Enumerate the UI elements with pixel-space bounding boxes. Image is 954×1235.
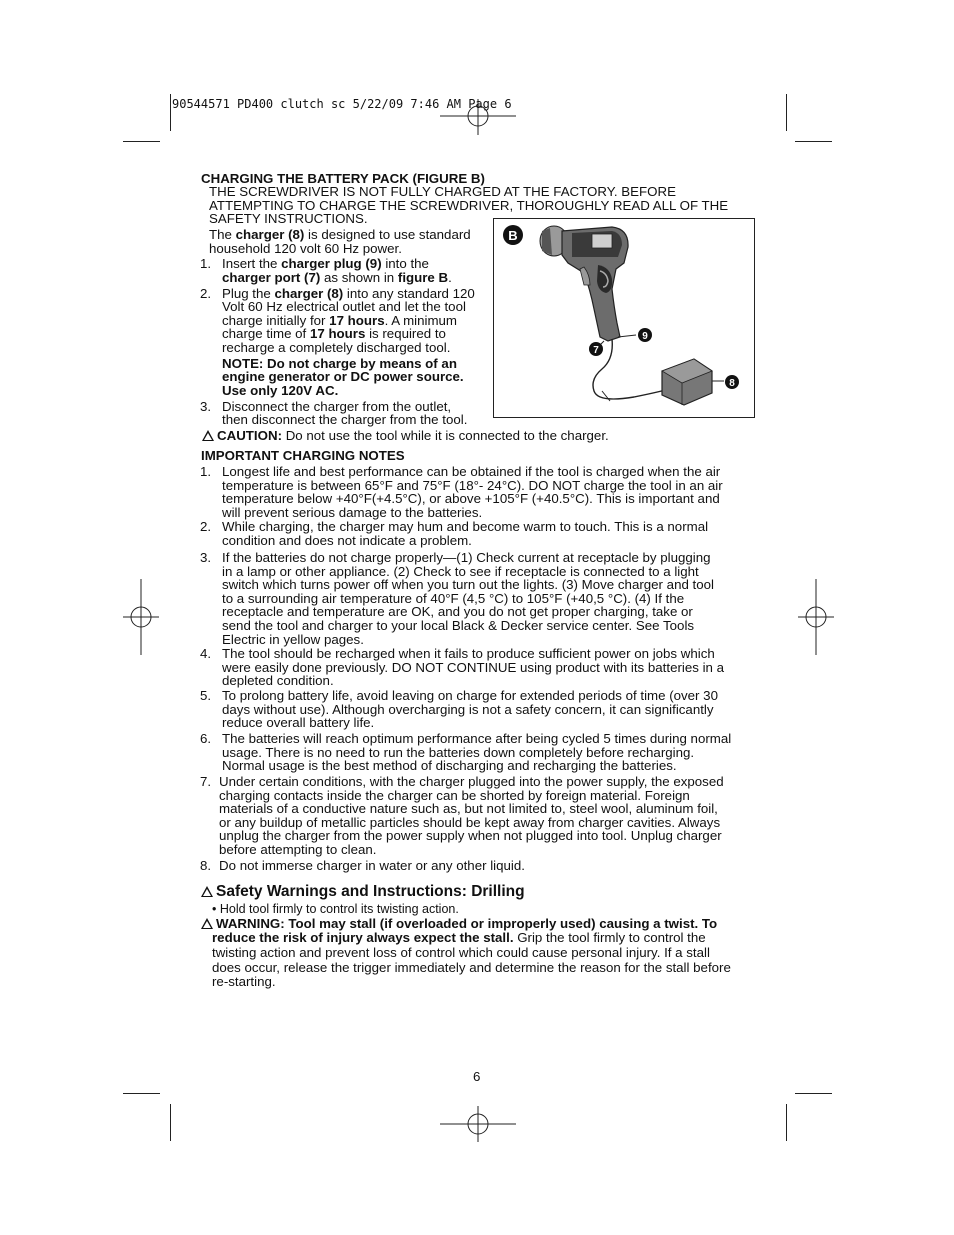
step2-line: charge initially for 17 hours. A minimum — [222, 313, 458, 328]
note-line: condition and does not indicate a problem. — [222, 532, 472, 548]
note-line: depleted condition. — [222, 673, 334, 689]
note-number: 4. — [200, 646, 212, 661]
registration-mark-left — [121, 577, 161, 657]
drilling-warning: WARNING: Tool may stall (if overloaded or improperly used) causing a twist. To — [201, 917, 717, 931]
print-slug: 90544571 PD400 clutch sc 5/22/09 7:46 AM Page 6 — [172, 97, 512, 111]
note-line: were easily done previously. DO NOT CONTINUE using product with its batteries in a — [222, 659, 725, 675]
note-line: Longest life and best performance can be obtained if the tool is charged when the air — [222, 464, 721, 479]
step2-line: Volt 60 Hz electrical outlet and let the tool — [222, 299, 466, 314]
charger-note: The charger (8) is designed to use standard — [209, 227, 471, 242]
step2-line: charge time of 17 hours is required to — [222, 326, 446, 341]
step-number: 2. — [200, 286, 212, 301]
note-number: 5. — [200, 688, 212, 703]
figure-b — [493, 218, 755, 418]
note-line: will prevent serious damage to the batteries. — [222, 504, 483, 520]
charging-intro-line: SAFETY INSTRUCTIONS. — [209, 211, 368, 226]
registration-mark-right — [796, 577, 836, 657]
charging-heading: CHARGING THE BATTERY PACK (FIGURE B) — [201, 171, 485, 186]
note-line: Do not immerse charger in water or any other liquid. — [219, 858, 525, 873]
caution-line: CAUTION: Do not use the tool while it is connected to the charger. — [202, 429, 609, 443]
screwdriver-charger-illustration — [494, 219, 754, 417]
warning-triangle-icon — [201, 886, 213, 897]
page-number: 6 — [473, 1069, 481, 1084]
note-line: temperature is between 65°F and 75°F (18°- 24°C). DO NOT charge the tool in an air — [222, 477, 723, 493]
drilling-warning-line: twisting action and prevent loss of control which could cause personal injury. If a stall — [212, 945, 710, 960]
callout-8: 8 — [729, 378, 735, 389]
note-line: temperature below +40°F(+4.5°C), or above +105°F (+40.5°C). This is important and — [222, 491, 720, 507]
note-number: 1. — [200, 464, 212, 479]
charger-note-line: household 120 volt 60 Hz power. — [209, 241, 402, 256]
note-number: 2. — [200, 519, 212, 534]
note-line: The batteries will reach optimum performance after being cycled 5 times during normal — [222, 731, 732, 746]
note-number: 7. — [200, 774, 212, 789]
registration-mark-bottom — [438, 1104, 518, 1144]
note-number: 8. — [200, 858, 212, 873]
note-line: send the tool and charger to your local Black & Decker service center. See Tools — [222, 618, 695, 633]
note-line: Under certain conditions, with the charger plugged into the power supply, the exposed — [219, 774, 724, 789]
note-line: or any buildup of metallic particles should be kept away from charger cavities. Always — [219, 814, 721, 830]
note-line: to a surrounding air temperature of 40°F (4,5 °C) to 105°F (+40,5 °C). (4) If the — [222, 590, 685, 606]
charging-intro-line: ATTEMPTING TO CHARGE THE SCREWDRIVER, THOROUGHLY READ ALL OF THE — [209, 198, 729, 213]
note-line: Electric in yellow pages. — [222, 631, 364, 647]
step1-line: Insert the charger plug (9) into the — [222, 256, 429, 271]
step-number: 3. — [200, 399, 212, 414]
step-number: 1. — [200, 256, 212, 271]
warning-triangle-icon — [201, 918, 213, 929]
note-line: receptacle and temperature are OK, and you do not get proper charging, take or — [222, 604, 693, 620]
figure-label: B — [508, 228, 518, 243]
note-line: unplug the charger from the power supply when not plugged into tool. Unplug charger — [219, 828, 722, 844]
note-line: Normal usage is the best method of discharging and recharging the batteries. — [222, 758, 677, 774]
step3-line: Disconnect the charger from the outlet, — [222, 399, 452, 414]
note-line: before attempting to clean. — [219, 842, 377, 857]
step2-line: Plug the charger (8) into any standard 120 — [222, 286, 475, 301]
note-number: 6. — [200, 731, 212, 746]
step2-note: engine generator or DC power source. — [222, 369, 464, 384]
note-line: The tool should be recharged when it fails to produce sufficient power on jobs which — [222, 646, 715, 661]
note-number: 3. — [200, 550, 212, 565]
note-line: charging contacts inside the charger can be shorted by foreign material. Foreign — [219, 787, 690, 803]
drilling-warning-line: does occur, release the trigger immediately and determine the reason for the stall before — [212, 960, 731, 975]
step1-line: charger port (7) as shown in figure B. — [222, 270, 452, 285]
callout-9: 9 — [642, 331, 648, 342]
notes-heading: IMPORTANT CHARGING NOTES — [201, 448, 405, 463]
callout-7: 7 — [593, 345, 599, 356]
note-line: usage. There is no need to run the batteries down completely before recharging. — [222, 744, 695, 760]
step2-note: NOTE: Do not charge by means of an — [222, 356, 457, 371]
note-line: To prolong battery life, avoid leaving on charge for extended periods of time (over 30 — [222, 688, 718, 703]
step3-line: then disconnect the charger from the tool. — [222, 412, 468, 427]
note-line: days without use). Although overcharging is not a safety concern, it can significantly — [222, 701, 714, 717]
note-line: reduce overall battery life. — [222, 715, 375, 731]
step2-line: recharge a completely discharged tool. — [222, 340, 451, 355]
drilling-title: Safety Warnings and Instructions: Drilling — [201, 883, 525, 901]
drilling-bullet: • Hold tool firmly to control its twisting action. — [212, 902, 459, 916]
drilling-warning-line: reduce the risk of injury always expect the stall. Grip the tool firmly to control the — [212, 930, 706, 945]
drilling-warning-line: re-starting. — [212, 974, 276, 989]
warning-triangle-icon — [202, 430, 214, 441]
note-line: switch which turns power off when you turn out the lights. (3) Move charger and tool — [222, 577, 714, 593]
step2-note: Use only 120V AC. — [222, 383, 339, 398]
note-line: in a lamp or other appliance. (2) Check to see if receptacle is connected to a light — [222, 563, 699, 579]
note-line: If the batteries do not charge properly—(1) Check current at receptacle by plugging — [222, 550, 711, 565]
note-line: materials of a conductive nature such as, but not limited to, steel wool, aluminum foil, — [219, 801, 718, 817]
charging-intro-line: THE SCREWDRIVER IS NOT FULLY CHARGED AT THE FACTORY. BEFORE — [209, 184, 676, 199]
note-line: While charging, the charger may hum and become warm to touch. This is a normal — [222, 519, 709, 534]
